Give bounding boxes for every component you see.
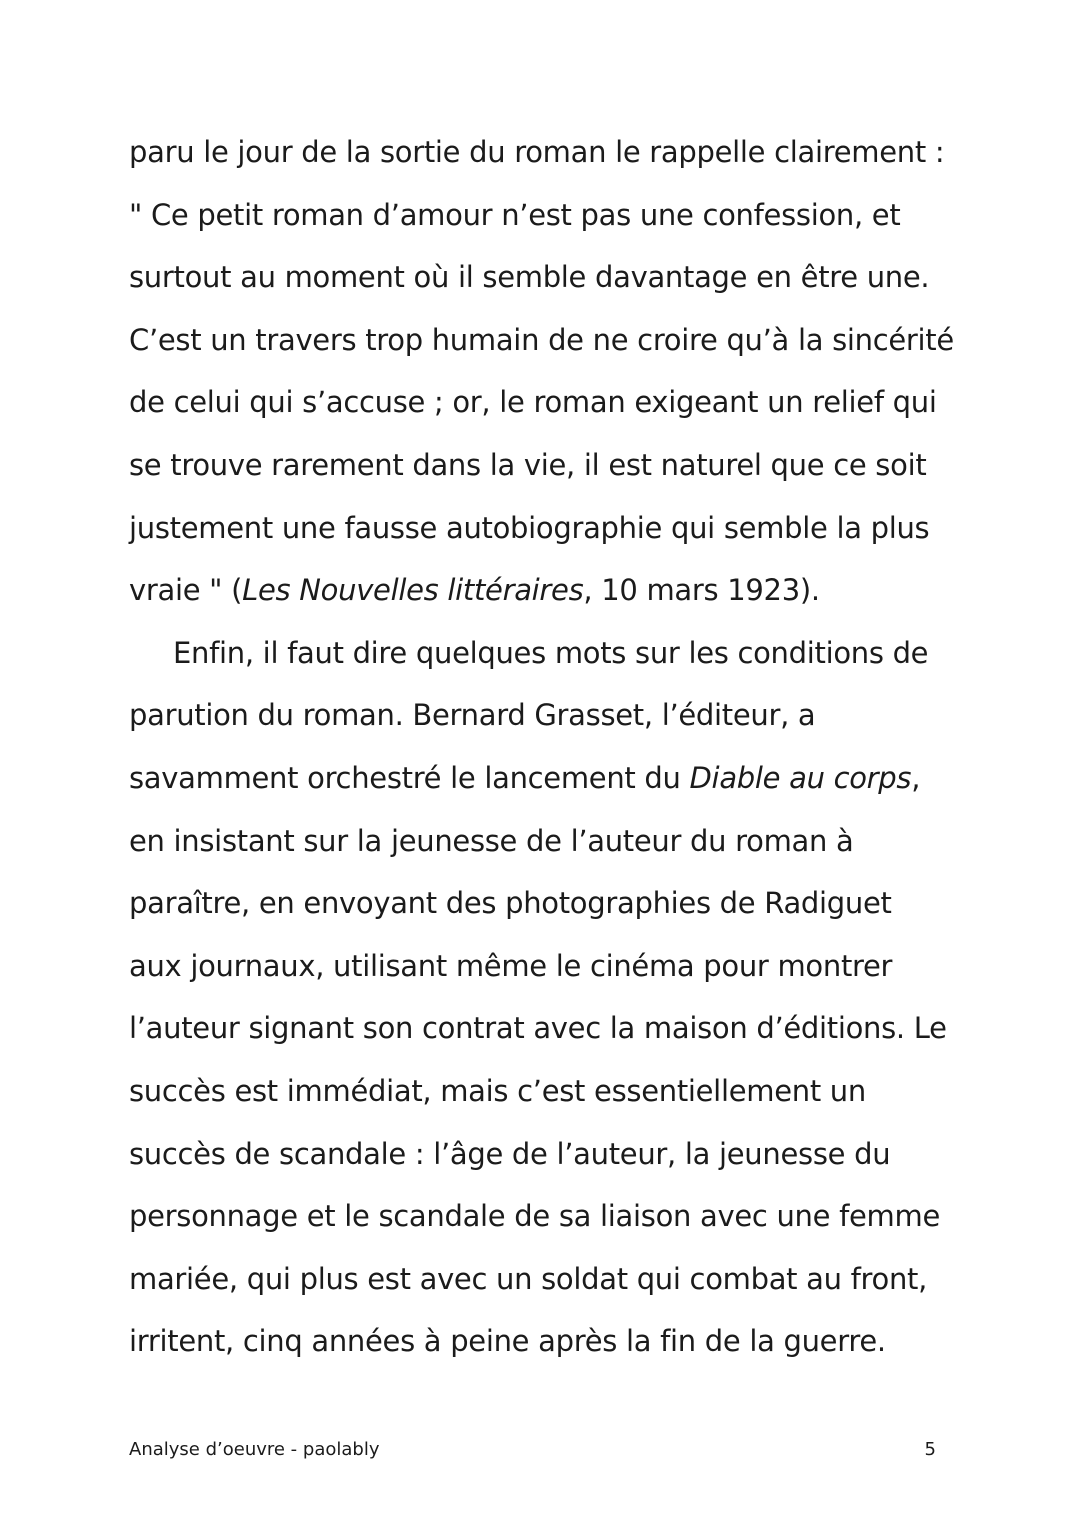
text-segment: , 10 mars 1923). (583, 573, 820, 608)
text-segment: , (911, 760, 921, 795)
text-line: l’auteur signant son contrat avec la maison d’éditions. Le (129, 1011, 947, 1046)
page-number: 5 (924, 1439, 936, 1460)
text-line: aux journaux, utilisant même le cinéma pour montrer (129, 948, 893, 983)
text-line: irritent, cinq années à peine après la fin de la guerre. (129, 1324, 886, 1359)
paragraph-start-line: Enfin, il faut dire quelques mots sur les conditions de (173, 635, 929, 670)
footer-title: Analyse d’oeuvre - paolably (129, 1439, 380, 1460)
text-line (129, 559, 949, 622)
text-line (129, 747, 949, 810)
text-line: " Ce petit roman d’amour n’est pas une confession, et (129, 197, 901, 232)
text-segment: vraie " ( (129, 573, 243, 608)
text-line: succès de scandale : l’âge de l’auteur, la jeunesse du (129, 1136, 891, 1171)
text-line: se trouve rarement dans la vie, il est naturel que ce soit (129, 447, 927, 482)
italic-title: Les Nouvelles littéraires (242, 573, 584, 608)
text-line: succès est immédiat, mais c’est essentiellement un (129, 1073, 866, 1108)
text-line: parution du roman. Bernard Grasset, l’éditeur, a (129, 698, 816, 733)
body-text (129, 121, 954, 1373)
text-line: en insistant sur la jeunesse de l’auteur du roman à (129, 823, 854, 858)
text-line: paru le jour de la sortie du roman le rappelle clairement : (129, 135, 945, 169)
text-line: mariée, qui plus est avec un soldat qui combat au front, (129, 1261, 928, 1296)
text-segment: savamment orchestré le lancement du (129, 760, 690, 795)
italic-title: Diable au corps (689, 760, 912, 795)
text-line: C’est un travers trop humain de ne croire qu’à la sincérité (129, 322, 954, 357)
text-line: justement une fausse autobiographie qui semble la plus (129, 510, 930, 545)
text-line: surtout au moment où il semble davantage en être une. (129, 260, 930, 295)
text-line: paraître, en envoyant des photographies de Radiguet (129, 886, 892, 921)
text-line: personnage et le scandale de sa liaison avec une femme (129, 1199, 940, 1234)
text-line: de celui qui s’accuse ; or, le roman exigeant un relief qui (129, 385, 937, 420)
